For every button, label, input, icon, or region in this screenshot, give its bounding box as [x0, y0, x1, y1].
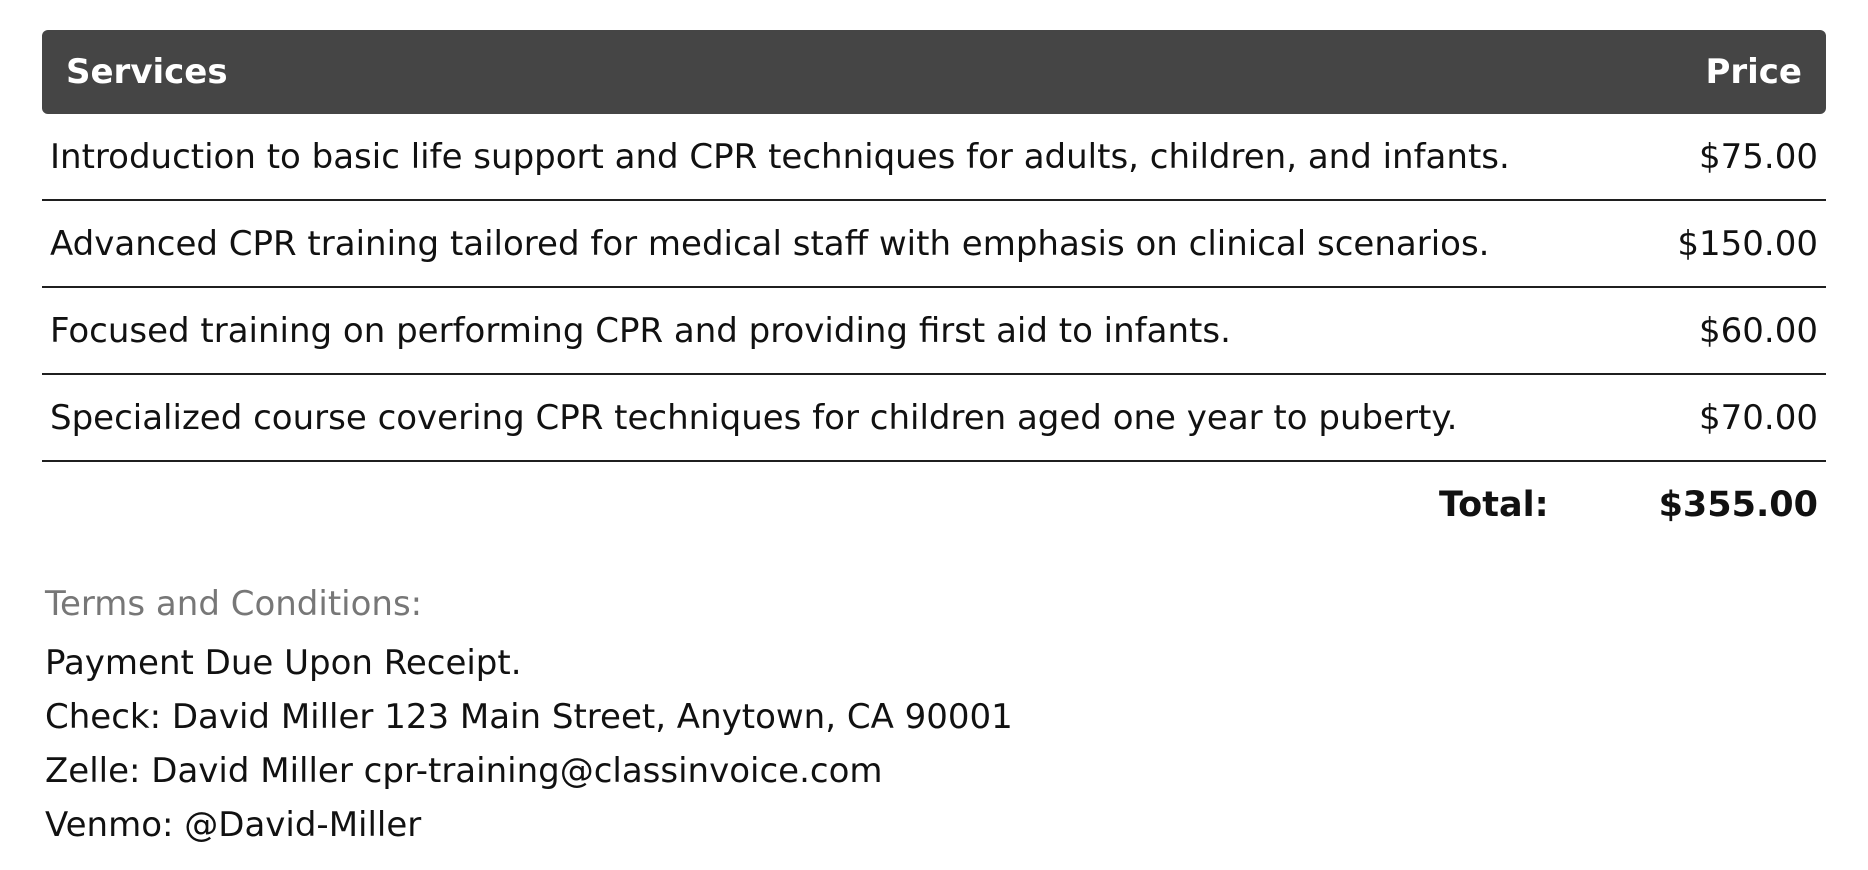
table-row — [42, 288, 1826, 375]
service-description: Focused training on performing CPR and providing first aid to infants. — [50, 310, 1231, 351]
terms-and-conditions — [45, 580, 1245, 852]
payment-due-text: Payment Due Upon Receipt. — [45, 643, 522, 683]
service-price: $60.00 — [1699, 310, 1818, 351]
total-row — [42, 462, 1826, 548]
terms-title: Terms and Conditions: — [45, 584, 423, 624]
venmo-payment-text: Venmo: @David-Miller — [45, 805, 422, 845]
table-row — [42, 201, 1826, 288]
total-value: $355.00 — [1658, 485, 1818, 525]
service-description: Advanced CPR training tailored for medical staff with emphasis on clinical scenarios. — [50, 223, 1490, 264]
service-description: Specialized course covering CPR techniques for children aged one year to puberty. — [50, 397, 1458, 438]
table-row — [42, 375, 1826, 462]
total-label: Total: — [1438, 485, 1549, 525]
service-description: Introduction to basic life support and CPR techniques for adults, children, and infants. — [50, 136, 1510, 177]
service-price: $70.00 — [1699, 397, 1818, 438]
service-price: $75.00 — [1699, 136, 1818, 177]
zelle-payment-text: Zelle: David Miller cpr-training@classinvoice.com — [45, 751, 883, 791]
services-column-header: Services — [66, 52, 228, 92]
table-row — [42, 114, 1826, 201]
invoice-table — [42, 30, 1826, 548]
price-column-header: Price — [1705, 52, 1802, 92]
table-header — [42, 30, 1826, 114]
check-payment-text: Check: David Miller 123 Main Street, Anytown, CA 90001 — [45, 697, 1013, 737]
service-price: $150.00 — [1677, 223, 1818, 264]
